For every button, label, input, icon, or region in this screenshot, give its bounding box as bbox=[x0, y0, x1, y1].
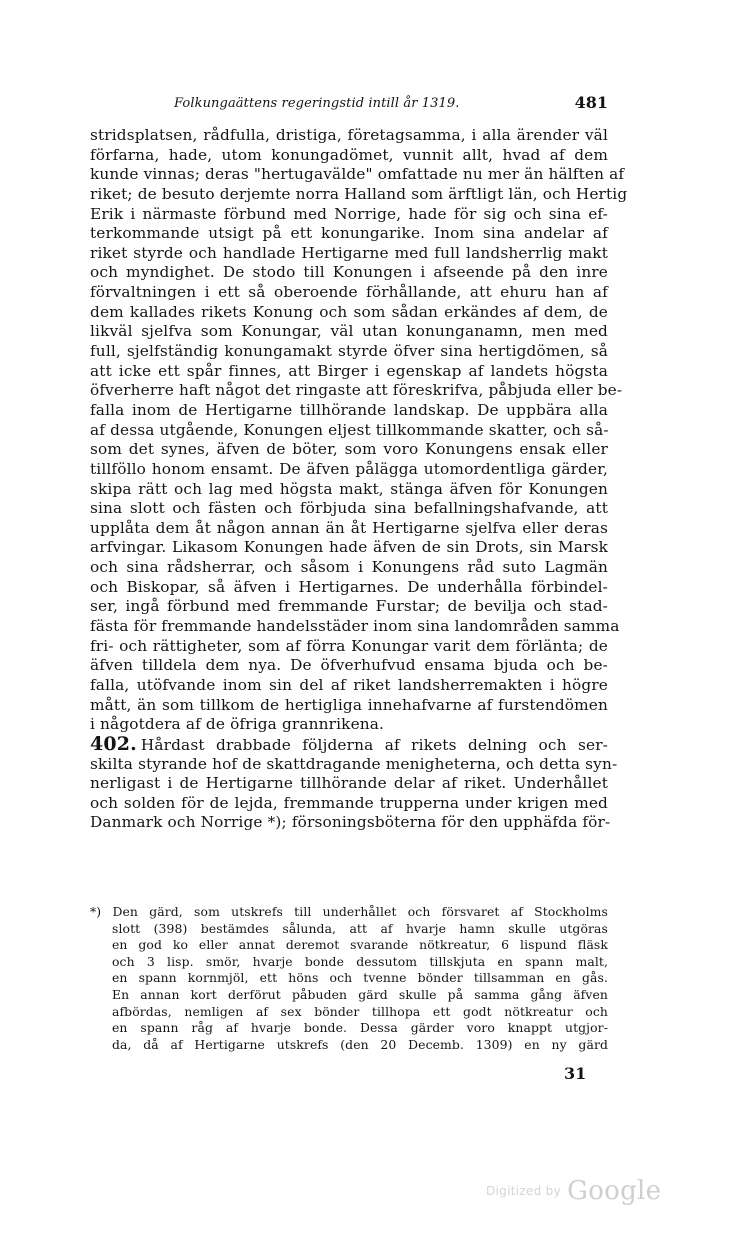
text-line: arfvingar. Likasom Konungen hade äfven de sin Drots, sin Marsk bbox=[90, 538, 608, 557]
text-line: förvaltningen i ett så oberoende förhållande, att ehuru han af bbox=[90, 283, 608, 302]
text-line: dem kallades rikets Konung och som sådan erkändes af dem, de bbox=[90, 302, 608, 321]
text-line: nerligast i de Hertigarne tillhörande delar af riket. Underhållet bbox=[90, 774, 608, 793]
text-line: full, sjelfständig konungamakt styrde öfver sina hertigdömen, så bbox=[90, 342, 608, 361]
text-line: att icke ett spår finnes, att Birger i egenskap af landets högsta bbox=[90, 361, 608, 380]
text-line: och myndighet. De stodo till Konungen i afseende på den inre bbox=[90, 263, 608, 282]
text-line: kunde vinnas; deras "hertugavälde" omfattade nu mer än hälften af bbox=[90, 165, 625, 184]
footnote-line: *) Den gärd, som utskrefs till underhållet och försvaret af Stockholms bbox=[90, 904, 608, 919]
text-line: Danmark och Norrige *); försoningsböterna för den upphäfda för- bbox=[90, 813, 611, 832]
running-title: Folkungaättens regeringstid intill år 1319. bbox=[174, 96, 460, 111]
page-header bbox=[90, 93, 608, 118]
text-line: öfverherre haft något det ringaste att föreskrifva, påbjuda eller be- bbox=[90, 381, 623, 400]
text-line: falla, utöfvande inom sin del af riket landsherremakten i högre bbox=[90, 675, 608, 694]
text-line: och Biskopar, så äfven i Hertigarnes. De underhålla förbindel- bbox=[90, 577, 608, 596]
body-text bbox=[90, 126, 628, 833]
text-line: stridsplatsen, rådfulla, dristiga, företagsamma, i alla ärender väl bbox=[90, 126, 608, 144]
text-line: i någotdera af de öfriga grannrikena. bbox=[90, 715, 385, 734]
text-line: af dessa utgående, Konungen eljest tillkommande skatter, och så- bbox=[90, 420, 609, 439]
footnote-line: slott (398) bestämdes sålunda, att af hvarje hamn skulle utgöras bbox=[112, 920, 608, 936]
text-line: tillföllo honom ensamt. De äfven pålägga utomordentliga gärder, bbox=[90, 459, 608, 478]
text-line: mått, än som tillkom de hertigliga innehafvarne af furstendömen bbox=[90, 695, 608, 714]
footnote-line: afbördas, nemligen af sex bönder tillhopa ett godt nötkreatur och bbox=[112, 1003, 608, 1019]
footnote-line: da, då af Hertigarne utskrefs (den 20 Decemb. 1309) en ny gärd bbox=[112, 1036, 608, 1052]
footnote-line: En annan kort derförut påbuden gärd skulle på samma gång äfven bbox=[112, 986, 608, 1002]
footnote-line: en god ko eller annat deremot svarande nötkreatur, 6 lispund fläsk bbox=[112, 937, 608, 953]
section-number: 402. bbox=[90, 732, 137, 755]
text-line: terkommande utsigt på ett konungarike. Inom sina andelar af bbox=[90, 224, 608, 243]
google-logo: Google bbox=[567, 1176, 662, 1206]
signature-mark: 31 bbox=[564, 1064, 587, 1083]
section-first-line bbox=[90, 732, 608, 755]
text-line: riket; de besuto derjemte norra Halland som ärftligt län, och Hertig bbox=[90, 184, 628, 203]
text-line: ser, ingå förbund med fremmande Furstar; de bevilja och stad- bbox=[90, 597, 608, 616]
text-line: förfarna, hade, utom konungadömet, vunnit allt, hvad af dem bbox=[90, 145, 608, 164]
text-line: skipa rätt och lag med högsta makt, stänga äfven för Konungen bbox=[90, 479, 608, 498]
text-line: och sina rådsherrar, och såsom i Konungens råd suto Lagmän bbox=[90, 558, 608, 577]
text-line: riket styrde och handlade Hertigarne med full landsherrlig makt bbox=[90, 243, 608, 262]
footnote-line: och 3 lisp. smör, hvarje bonde dessutom tillskjuta en spann malt, bbox=[112, 953, 608, 969]
text-line: likväl sjelfva som Konungar, väl utan konunganamn, men med bbox=[90, 322, 608, 341]
footnote-line: en spann kornmjöl, ett höns och tvenne bönder tillsamman en gås. bbox=[112, 970, 608, 986]
page-number: 481 bbox=[574, 93, 608, 112]
text-line: som det synes, äfven de böter, som voro Konungens ensak eller bbox=[90, 440, 608, 459]
footnote bbox=[90, 904, 608, 1053]
footnote-line: en spann råg af hvarje bonde. Dessa gärder voro knappt utgjor- bbox=[112, 1020, 608, 1036]
text-line: fri- och rättigheter, som af förra Konungar varit dem förlänta; de bbox=[90, 636, 608, 655]
section-line-text: Hårdast drabbade följderna af rikets delning och ser- bbox=[140, 735, 608, 754]
text-line: äfven tilldela dem nya. De öfverhufvud ensama bjuda och be- bbox=[90, 656, 608, 675]
text-line: falla inom de Hertigarne tillhörande landskap. De uppbära alla bbox=[90, 400, 608, 419]
text-line: fästa för fremmande handelsstäder inom sina landområden samma bbox=[90, 617, 620, 636]
watermark-prefix: Digitized by bbox=[486, 1184, 561, 1198]
text-line: och solden för de lejda, fremmande trupperna under krigen med bbox=[90, 793, 608, 812]
text-line: upplåta dem åt någon annan än åt Hertigarne sjelfva eller deras bbox=[90, 518, 608, 537]
text-line: skilta styrande hof de skattdragande menigheterna, och detta syn- bbox=[90, 754, 618, 773]
text-line: sina slott och fästen och förbjuda sina befallningshafvande, att bbox=[90, 499, 608, 518]
text-line: Erik i närmaste förbund med Norrige, hade för sig och sina ef- bbox=[90, 204, 608, 223]
digitization-watermark bbox=[486, 1176, 661, 1206]
